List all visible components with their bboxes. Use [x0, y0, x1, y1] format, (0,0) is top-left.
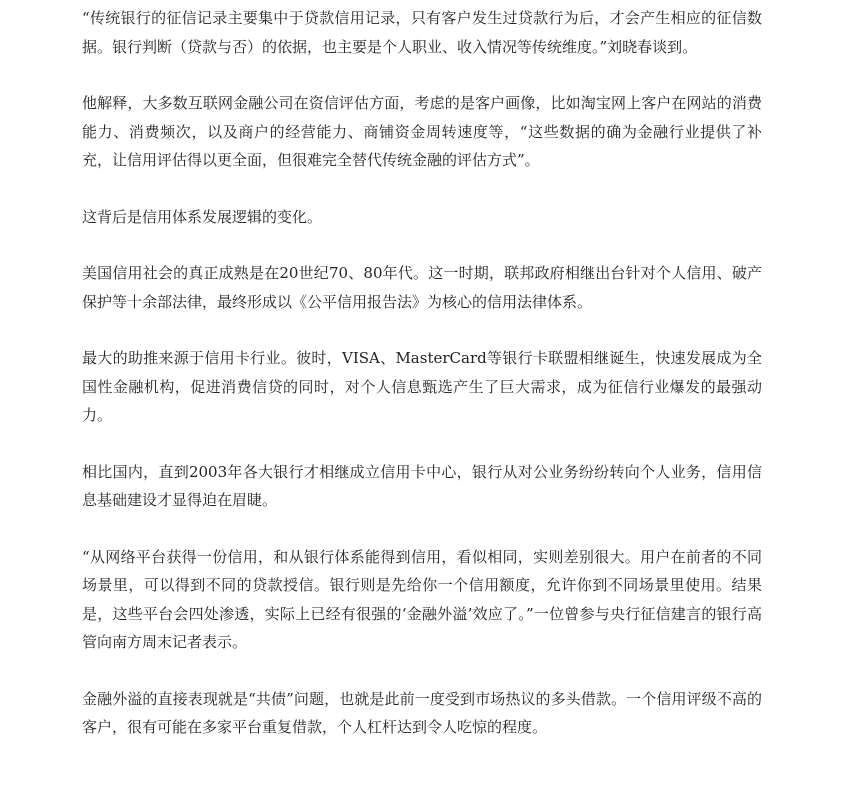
paragraph-2: 他解释，大多数互联网金融公司在资信评估方面，考虑的是客户画像，比如淘宝网上客户在网站的消费能力、消费频次，以及商户的经营能力、商铺资金周转速度等，“这些数据的确为金融行业提供了补充，让信用评估得以更全面，但很难完全替代传统金融的评估方式”。	[82, 94, 762, 169]
paragraph-1: “传统银行的征信记录主要集中于贷款信用记录，只有客户发生过贷款行为后，才会产生相应的征信数据。银行判断（贷款与否）的依据，也主要是个人职业、收入情况等传统维度。”刘晓春谈到。	[82, 9, 762, 56]
paragraph-3: 这背后是信用体系发展逻辑的变化。	[82, 207, 323, 226]
paragraph-7: “从网络平台获得一份信用，和从银行体系能得到信用，看似相同，实则差别很大。用户在前者的不同场景里，可以得到不同的贷款授信。银行则是先给你一个信用额度，允许你到不同场景里使用。结果是，这些平台会四处渗透，实际上已经有很强的‘金融外溢’效应了。”一位曾参与央行征信建言的银行高管向南方周末记者表示。	[82, 547, 762, 651]
paragraph-4: 美国信用社会的真正成熟是在20世纪70、80年代。这一时期，联邦政府相继出台针对个人信用、破产保护等十余部法律，最终形成以《公平信用报告法》为核心的信用法律体系。	[82, 264, 762, 311]
article-body	[82, 4, 762, 770]
paragraph-5: 最大的助推来源于信用卡行业。彼时，VISA、MasterCard等银行卡联盟相继诞生，快速发展成为全国性金融机构，促进消费信贷的同时，对个人信息甄选产生了巨大需求，成为征信行业爆发的最强动力。	[82, 349, 762, 424]
paragraph-6: 相比国内，直到2003年各大银行才相继成立信用卡中心，银行从对公业务纷纷转向个人业务，信用信息基础建设才显得迫在眉睫。	[82, 462, 762, 509]
paragraph-8: 金融外溢的直接表现就是“共债”问题，也就是此前一度受到市场热议的多头借款。一个信用评级不高的客户，很有可能在多家平台重复借款，个人杠杆达到令人吃惊的程度。	[82, 689, 762, 736]
